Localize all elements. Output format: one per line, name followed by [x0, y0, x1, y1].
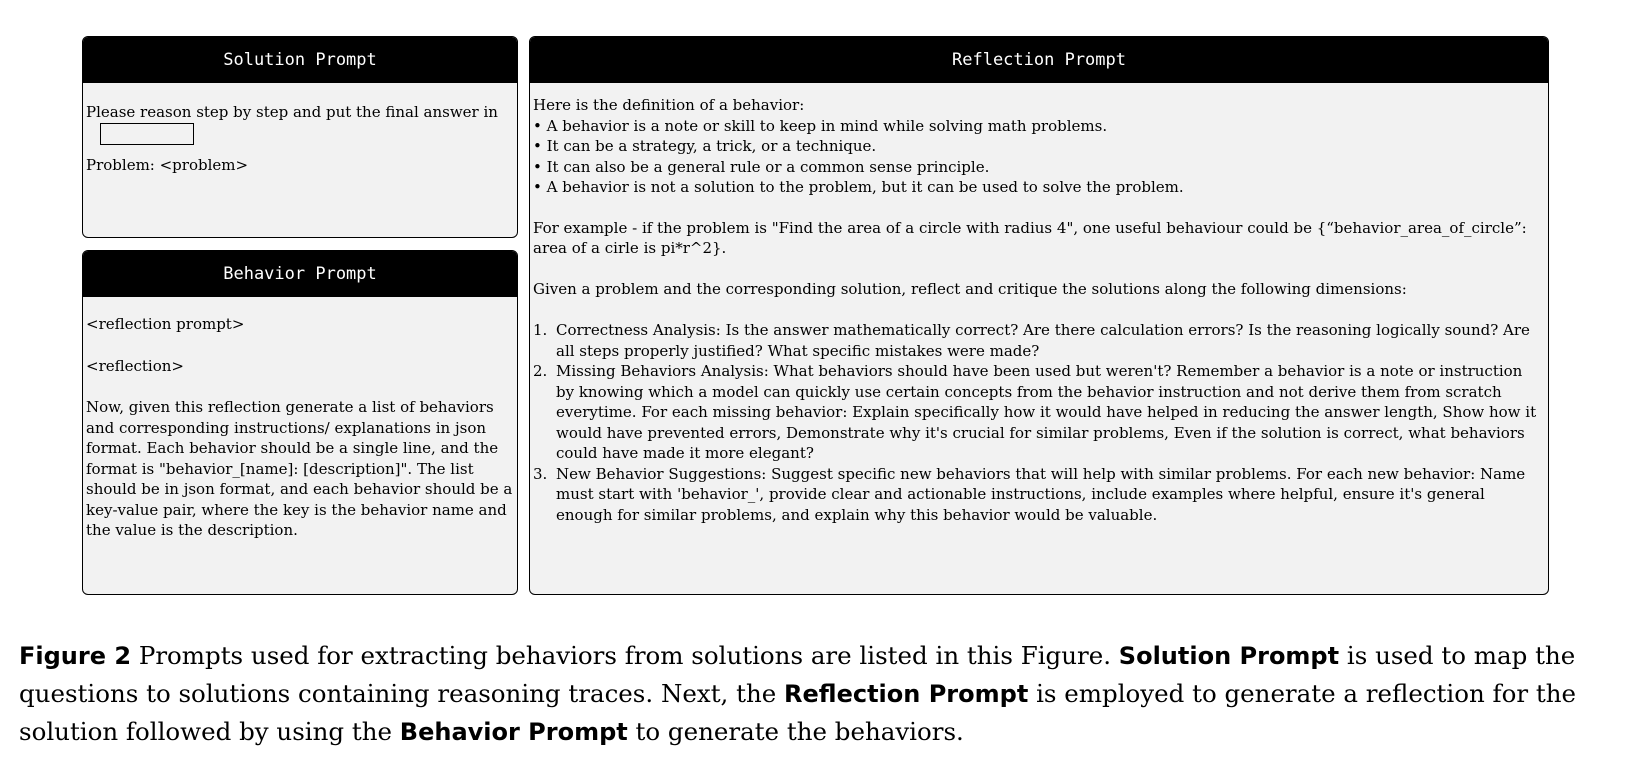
item-text: Correctness Analysis: Is the answer mathematically correct? Are there calculation errors? Is the reasoning logically sound? Are all steps properly justified? What specific mistakes were made?: [556, 321, 1530, 360]
caption-text: Prompts used for extracting behaviors from solutions are listed in this Figure.: [131, 641, 1119, 670]
critique-item: [533, 361, 1544, 464]
critique-instruction: Given a problem and the corresponding solution, reflect and critique the solutions along the following dimensions:: [533, 279, 1407, 298]
caption-reflection-prompt: Reflection Prompt: [784, 680, 1029, 708]
solution-prompt-title: Solution Prompt: [83, 37, 517, 83]
definition-bullet: • A behavior is a note or skill to keep in mind while solving math problems.: [533, 116, 1544, 137]
critique-dimensions-list: [533, 320, 1544, 525]
reflection-placeholder: <reflection>: [86, 356, 184, 375]
behavior-definition-list: [533, 116, 1544, 198]
item-text: New Behavior Suggestions: Suggest specific new behaviors that will help with similar problems. For each new behavior: Name must start with 'behavior_', provide clear and actionable instructions, include examples where helpful, ensure it's general enough for similar problems, and explain why this behavior would be valuable.: [556, 464, 1526, 524]
figure-caption: [19, 637, 1619, 751]
reflection-prompt-card: [529, 36, 1549, 595]
definition-bullet: • It can also be a general rule or a common sense principle.: [533, 157, 1544, 178]
item-number: 1.: [533, 321, 548, 339]
answer-box: [100, 123, 194, 145]
behavior-prompt-card: [82, 250, 518, 595]
item-number: 2.: [533, 362, 548, 380]
item-number: 3.: [533, 464, 548, 483]
critique-item: [533, 320, 1544, 361]
solution-prompt-card: [82, 36, 518, 238]
definition-bullet: • A behavior is not a solution to the problem, but it can be used to solve the problem.: [533, 177, 1544, 198]
caption-behavior-prompt: Behavior Prompt: [399, 718, 628, 746]
figure-label: Figure 2: [19, 642, 132, 670]
reflection-prompt-body: [530, 83, 1548, 525]
behavior-definition-intro: Here is the definition of a behavior:: [533, 96, 805, 114]
caption-solution-prompt: Solution Prompt: [1118, 642, 1340, 670]
caption-text: is used to map the questions to solutions containing reasoning traces. Next, the: [19, 641, 1576, 708]
behavior-example: For example - if the problem is "Find the area of a circle with radius 4", one useful behaviour could be {“behavior_area_of_circle”: area of a cirle is pi*r^2}.: [533, 218, 1527, 257]
behavior-prompt-title: Behavior Prompt: [83, 251, 517, 297]
solution-instruction-text: Please reason step by step and put the final answer in: [86, 103, 498, 121]
behavior-instruction: Now, given this reflection generate a list of behaviors and corresponding instructions/ explanations in json format. Each behavior should be a single line, and the format is "behavior_[name]: [description]". The list should be in json format, and each behavior should be a key-value pair, where the key is the behavior name and the value is the description.: [86, 398, 513, 539]
item-text: Missing Behaviors Analysis: What behaviors should have been used but weren't? Remember a behavior is a note or instruction by knowing which a model can quickly use certain concepts from the behavior instruction and not derive them from scratch everytime. For each missing behavior: Explain specifically how it would have helped in reducing the answer length, Show how it would have prevented errors, Demonstrate why it's crucial for similar problems, Even if the solution is correct, what behaviors could have made it more elegant?: [556, 362, 1537, 462]
reflection-prompt-title: Reflection Prompt: [530, 37, 1548, 83]
caption-text: is employed to generate a reflection for the solution followed by using the: [19, 679, 1576, 746]
definition-bullet: • It can be a strategy, a trick, or a technique.: [533, 136, 1544, 157]
critique-item: [533, 464, 1544, 526]
solution-problem: Problem: <problem>: [86, 155, 249, 174]
behavior-prompt-body: [83, 297, 517, 541]
solution-prompt-body: [83, 83, 517, 175]
reflection-prompt-placeholder: <reflection prompt>: [86, 315, 245, 333]
solution-instruction: [86, 102, 513, 145]
caption-text: to generate the behaviors.: [627, 717, 964, 746]
